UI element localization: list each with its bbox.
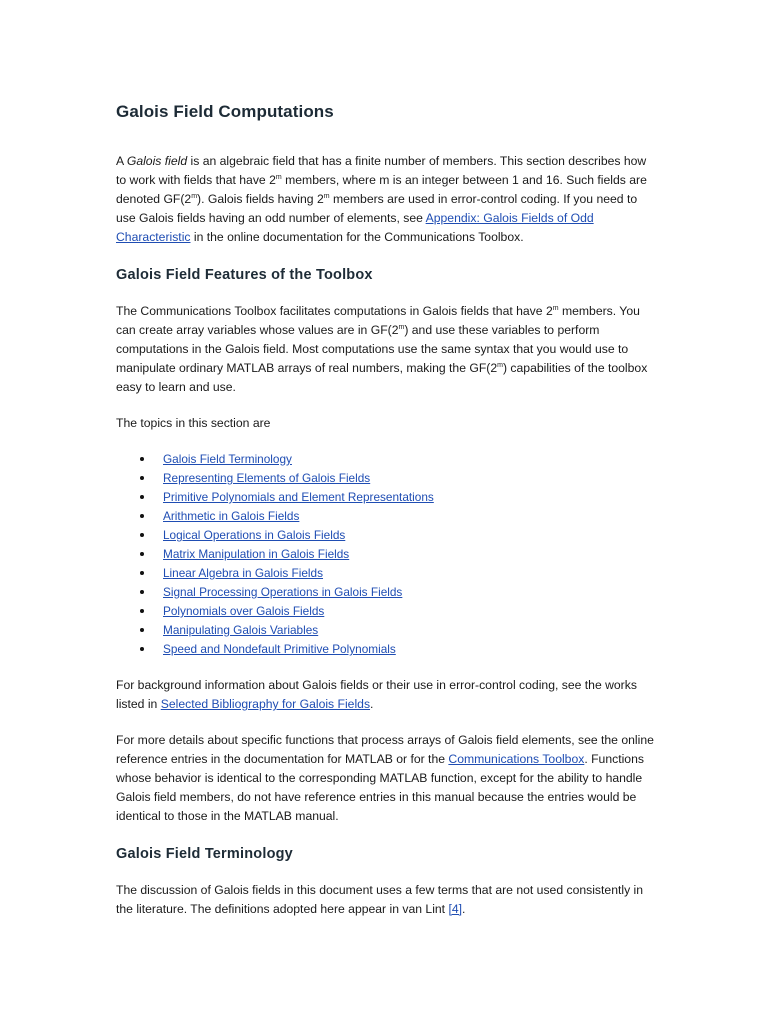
bullet-icon: [140, 571, 144, 575]
topic-link[interactable]: Representing Elements of Galois Fields: [163, 471, 371, 485]
topic-link[interactable]: Matrix Manipulation in Galois Fields: [163, 547, 350, 561]
bibliography-link[interactable]: Selected Bibliography for Galois Fields: [160, 697, 371, 711]
text-run: .: [370, 697, 374, 711]
list-item: [116, 545, 656, 564]
text-run: . Functions whose behavior is identical to the corresponding MATLAB function, except for the ability to handle Galois field members, do not have reference entries in this manual because the entries would be identical to those in the MATLAB manual.: [116, 752, 644, 823]
bullet-icon: [140, 628, 144, 632]
terminology-paragraph: [116, 881, 656, 919]
communications-toolbox-link[interactable]: Communications Toolbox: [448, 752, 585, 766]
details-paragraph: [116, 731, 656, 826]
galois-field-term: Galois field: [126, 154, 188, 168]
text-run: is an algebraic field that has a finite number of members. This section describes how to work with fields that have 2: [116, 154, 647, 187]
terminology-heading: Galois Field Terminology: [116, 846, 293, 862]
topic-link[interactable]: Linear Algebra in Galois Fields: [163, 566, 324, 580]
topic-link[interactable]: Speed and Nondefault Primitive Polynomials: [163, 642, 396, 656]
topic-link[interactable]: Signal Processing Operations in Galois Fields: [163, 585, 403, 599]
text-run: members. You can create array variables whose values are in GF(2: [116, 304, 640, 337]
list-item: [116, 602, 656, 621]
text-run: For background information about Galois fields or their use in error-control coding, see the works listed in: [116, 678, 637, 711]
background-paragraph: [116, 676, 656, 714]
text-run: The discussion of Galois fields in this document uses a few terms that are not used consistently in the literature. The definitions adopted here appear in van Lint: [116, 883, 644, 916]
document-page: [116, 100, 656, 936]
list-item: [116, 583, 656, 602]
text-run: members, where m is an integer between 1 and 16. Such fields are denoted GF(2: [116, 173, 647, 206]
bullet-icon: [140, 533, 144, 537]
list-item: [116, 450, 656, 469]
reference-4-link[interactable]: [4]: [448, 902, 463, 916]
text-run: in the online documentation for the Communications Toolbox.: [190, 230, 524, 244]
text-run: members are used in error-control coding. If you need to use Galois fields having an odd number of elements, see: [116, 192, 638, 225]
text-run: .: [462, 902, 466, 916]
list-item: [116, 507, 656, 526]
topic-link[interactable]: Polynomials over Galois Fields: [163, 604, 325, 618]
list-item: [116, 621, 656, 640]
bullet-icon: [140, 609, 144, 613]
superscript-m: m: [552, 305, 559, 312]
topics-intro: The topics in this section are: [116, 416, 271, 430]
text-run: The Communications Toolbox facilitates computations in Galois fields that have 2: [116, 304, 553, 318]
superscript-m: m: [275, 174, 282, 181]
appendix-odd-characteristic-link[interactable]: Appendix: Galois Fields of Odd Characteristic: [116, 211, 594, 244]
topic-link[interactable]: Logical Operations in Galois Fields: [163, 528, 346, 542]
bullet-icon: [140, 552, 144, 556]
bullet-icon: [140, 495, 144, 499]
superscript-m: m: [398, 324, 405, 331]
topic-link[interactable]: Manipulating Galois Variables: [163, 623, 319, 637]
bullet-icon: [140, 457, 144, 461]
topic-link[interactable]: Galois Field Terminology: [163, 452, 292, 466]
text-run: ) and use these variables to perform computations in the Galois field. Most computations use the same syntax that you would use to manipulate ordinary MATLAB arrays of real numbers, making the GF(2: [116, 323, 629, 375]
text-run: A: [116, 154, 127, 168]
list-item: [116, 488, 656, 507]
topics-list: [116, 450, 656, 659]
topic-link[interactable]: Primitive Polynomials and Element Representations: [163, 490, 434, 504]
list-item: [116, 526, 656, 545]
topic-link[interactable]: Arithmetic in Galois Fields: [163, 509, 300, 523]
text-run: ). Galois fields having 2: [197, 192, 324, 206]
superscript-m: m: [191, 193, 198, 200]
superscript-m: m: [323, 193, 330, 200]
bullet-icon: [140, 647, 144, 651]
superscript-m: m: [497, 362, 503, 369]
intro-paragraph: [116, 152, 656, 247]
list-item: [116, 564, 656, 583]
features-heading: Galois Field Features of the Toolbox: [116, 267, 373, 283]
features-paragraph: [116, 302, 656, 397]
list-item: [116, 469, 656, 488]
text-run: ) capabilities of the toolbox easy to learn and use.: [116, 361, 648, 394]
text-run: For more details about specific functions that process arrays of Galois field elements, see the online reference entries in the documentation for MATLAB or for the: [116, 733, 654, 766]
bullet-icon: [140, 476, 144, 480]
bullet-icon: [140, 514, 144, 518]
page-title: Galois Field Computations: [116, 102, 334, 121]
bullet-icon: [140, 590, 144, 594]
list-item: [116, 640, 656, 659]
